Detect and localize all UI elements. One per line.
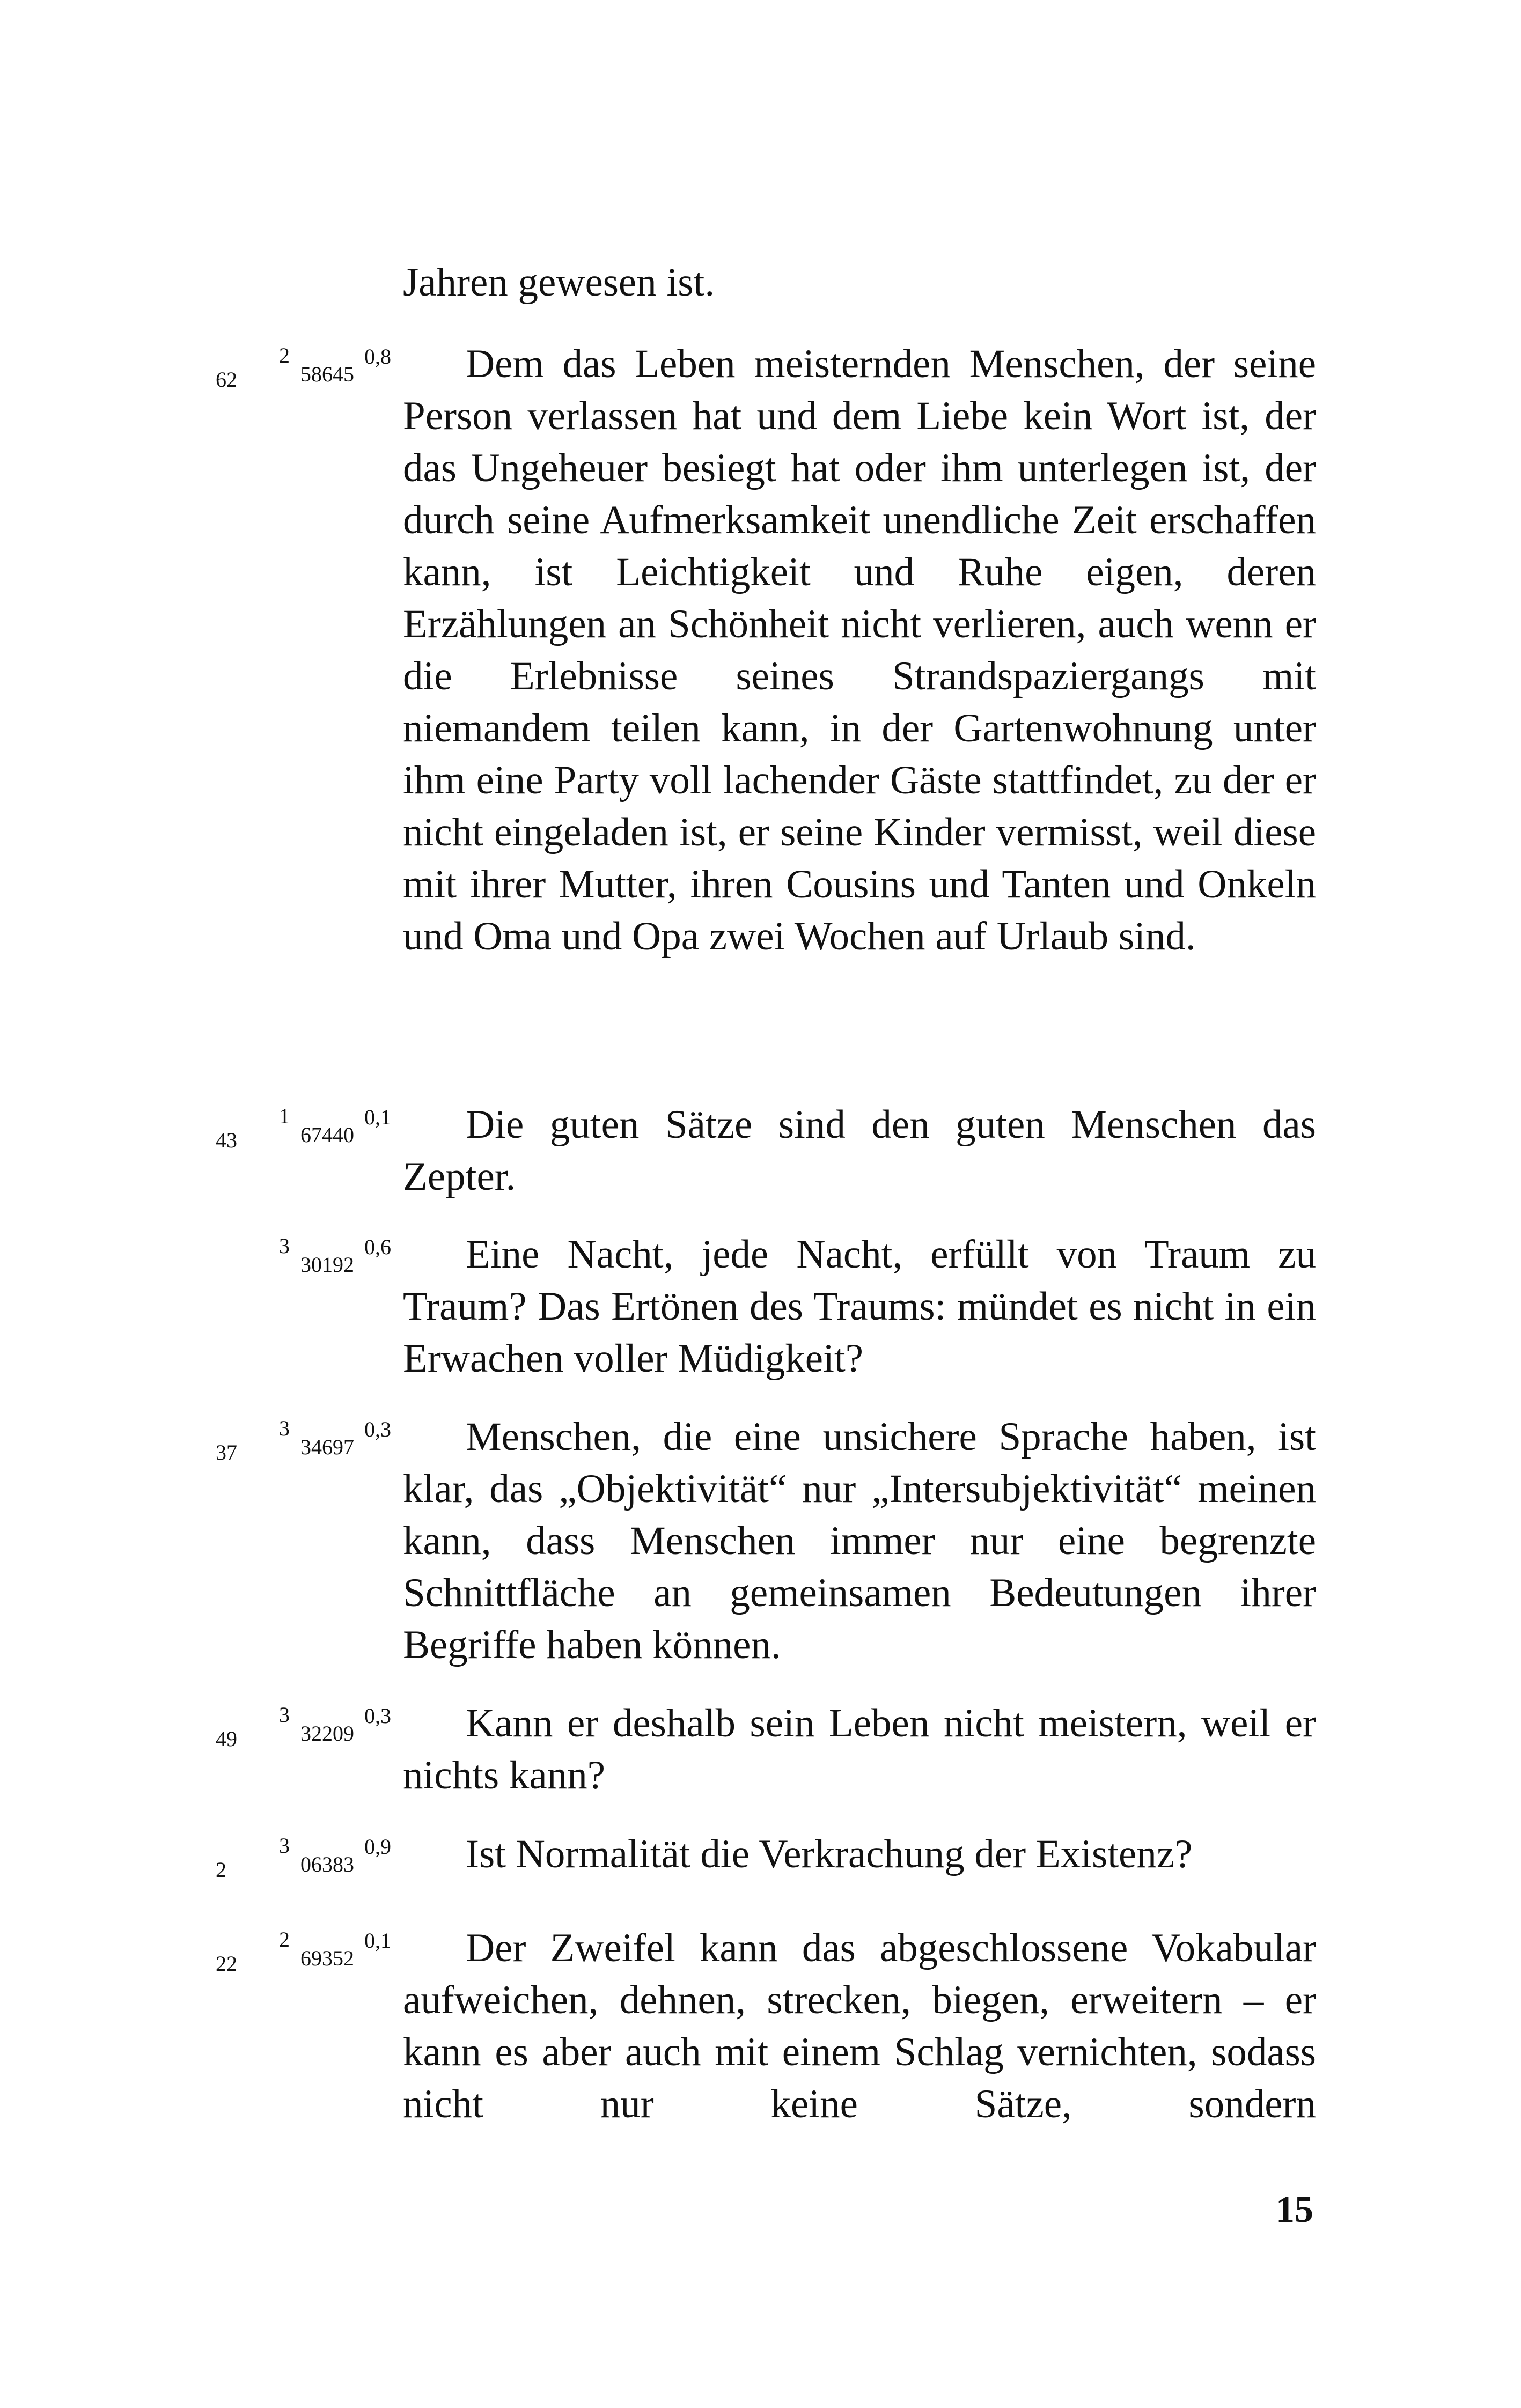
margin-left-number: 22 [216,1952,237,1976]
margin-left-number: 62 [216,367,237,392]
margin-top-number: 1 [279,1104,290,1128]
continued-line: Jahren gewesen ist. [403,260,715,305]
entry [0,1411,1521,1671]
entry [0,1828,1521,1880]
margin-sub-number: 32209 [300,1721,354,1746]
entry [0,1922,1521,2130]
margin-sub-number: 58645 [300,362,354,386]
entry-text: Der Zweifel kann das abgeschlossene Vokabular aufweichen, dehnen, strecken, biegen, erweitern – er kann es aber auch mit einem Schlag vernichten, sodass nicht nur keine Sätze, sondern [403,1926,1316,2126]
margin-left-number: 37 [216,1440,237,1464]
margin-left-number: 2 [216,1858,226,1882]
margin-sup-number: 0,3 [364,1704,391,1728]
margin-sub-number: 67440 [300,1123,354,1147]
entry-text: Die guten Sätze sind den guten Menschen das Zepter. [403,1102,1316,1199]
entry [0,1099,1521,1203]
entry-text: Kann er deshalb sein Leben nicht meistern, weil er nichts kann? [403,1701,1316,1798]
margin-sub-number: 34697 [300,1435,354,1459]
margin-left-number: 49 [216,1727,237,1751]
margin-sup-number: 0,9 [364,1835,391,1859]
page-number: 15 [1276,2189,1313,2230]
entry [0,1697,1521,1801]
entry-text: Dem das Leben meisternden Menschen, der seine Person verlassen hat und dem Liebe kein Wort ist, der das Ungeheuer besiegt hat oder ihm unterlegen ist, der durch seine Aufmerksamkeit unendliche Zeit erschaffen kann, ist Leichtigkeit und Ruhe eigen, deren Erzählungen an Schönheit nicht verlieren, auch wenn er die Erlebnisse seines Strandspaziergangs mit niemandem teilen kann, in der Gartenwohnung unter ihm eine Party voll lachender Gäste stattfindet, zu der er nicht eingeladen ist, er seine Kinder vermisst, weil diese mit ihrer Mutter, ihren Cousins und Tanten und Onkeln und Oma und Opa zwei Wochen auf Urlaub sind. [403,342,1316,959]
margin-top-number: 2 [279,1927,290,1952]
entry [0,338,1521,962]
margin-sub-number: 06383 [300,1852,354,1876]
margin-sub-number: 69352 [300,1946,354,1970]
margin-sup-number: 0,1 [364,1928,391,1953]
margin-sup-number: 0,8 [364,344,391,369]
margin-top-number: 2 [279,343,290,367]
margin-sup-number: 0,3 [364,1417,391,1441]
entry [0,1228,1521,1385]
entry-text: Eine Nacht, jede Nacht, erfüllt von Traum zu Traum? Das Ertönen des Traums: mündet es nicht in ein Erwachen voller Müdigkeit? [403,1232,1316,1381]
margin-top-number: 3 [279,1416,290,1440]
margin-left-number: 43 [216,1128,237,1152]
margin-top-number: 3 [279,1703,290,1727]
entry-text: Menschen, die eine unsichere Sprache haben, ist klar, das „Objektivität“ nur „Intersubjektivität“ meinen kann, dass Menschen immer nur eine begrenzte Schnittfläche an gemeinsamen Bedeutungen ihrer Begriffe haben können. [403,1415,1316,1667]
margin-sup-number: 0,6 [364,1235,391,1259]
entry-text: Ist Normalität die Verkrachung der Existenz? [466,1832,1193,1876]
margin-top-number: 3 [279,1234,290,1258]
margin-sup-number: 0,1 [364,1105,391,1129]
margin-top-number: 3 [279,1833,290,1858]
margin-sub-number: 30192 [300,1253,354,1277]
